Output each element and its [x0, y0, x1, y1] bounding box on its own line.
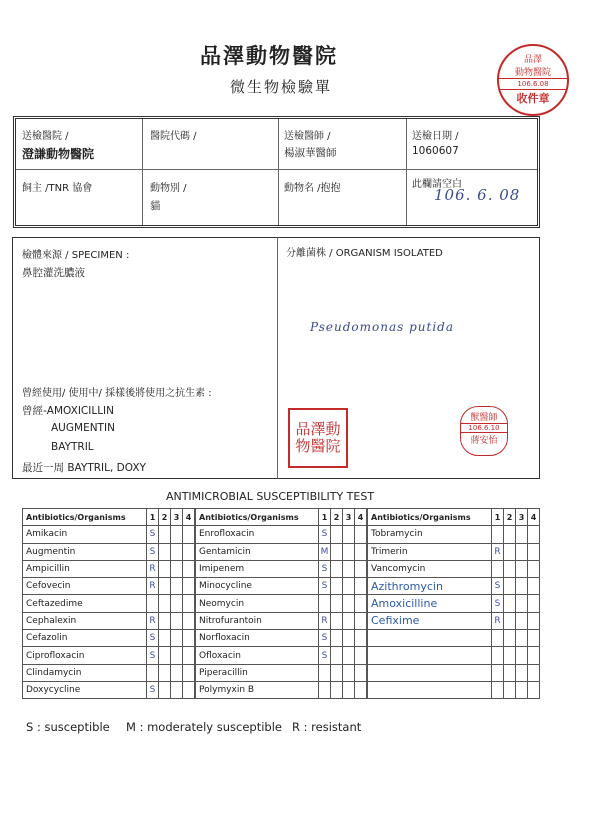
susceptibility-cell	[171, 647, 183, 664]
susceptibility-mark: M	[319, 543, 331, 560]
susceptibility-cell	[183, 647, 195, 664]
antibiotic-name: Augmentin	[23, 543, 147, 560]
leave-blank-label: 此欄請空白	[412, 179, 462, 190]
susceptibility-cell	[504, 526, 516, 543]
antibiotic-name: Cefazolin	[23, 630, 147, 647]
antibiotic-name: Clindamycin	[23, 664, 147, 681]
legend-susceptible: S : susceptible	[26, 720, 110, 734]
ast-row	[196, 647, 367, 664]
ast-row	[23, 578, 195, 595]
ast-row	[368, 630, 540, 647]
ast-row	[196, 595, 367, 612]
doctor-label: 送檢醫師 /	[284, 131, 331, 142]
ast-col-header: 3	[171, 509, 183, 526]
antibiotic-history-line: AUGMENTIN	[51, 422, 115, 434]
susceptibility-cell	[355, 526, 367, 543]
ast-col-header: 3	[516, 509, 528, 526]
antibiotic-name: Norfloxacin	[196, 630, 319, 647]
ast-row	[368, 543, 540, 560]
susceptibility-cell	[343, 526, 355, 543]
vet-stamp-name: 蔣安怡	[470, 436, 498, 446]
species-label: 動物別 /	[150, 183, 187, 194]
susceptibility-cell	[355, 681, 367, 698]
susceptibility-cell	[343, 647, 355, 664]
ast-row	[23, 595, 195, 612]
vet-stamp-title: 獸醫師	[461, 410, 507, 424]
susceptibility-mark	[147, 595, 159, 612]
susceptibility-cell	[528, 578, 540, 595]
form-title: 微生物檢驗單	[230, 78, 333, 96]
clinic-seal	[288, 408, 348, 468]
susceptibility-cell	[343, 543, 355, 560]
susceptibility-cell	[171, 560, 183, 577]
susceptibility-mark: S	[492, 595, 504, 612]
susceptibility-mark: S	[147, 526, 159, 543]
ast-header-label: Antibiotics/Organisms	[23, 509, 147, 526]
susceptibility-cell	[343, 630, 355, 647]
antibiotic-name: Amoxicilline	[368, 595, 492, 612]
susceptibility-mark: S	[319, 647, 331, 664]
susceptibility-cell	[516, 543, 528, 560]
hospital-code-label: 醫院代碼 /	[150, 131, 197, 142]
susceptibility-cell	[331, 647, 343, 664]
susceptibility-mark: S	[147, 681, 159, 698]
legend-moderately-susceptible: M : moderately susceptible	[126, 720, 282, 734]
antibiotic-name: Cefixime	[368, 612, 492, 629]
susceptibility-mark: R	[147, 560, 159, 577]
susceptibility-mark: R	[492, 612, 504, 629]
susceptibility-cell	[528, 630, 540, 647]
susceptibility-cell	[516, 560, 528, 577]
antibiotic-history-line: 曾經-AMOXICILLIN	[22, 405, 114, 417]
susceptibility-cell	[171, 578, 183, 595]
susceptibility-cell	[355, 578, 367, 595]
antibiotic-name: Nitrofurantoin	[196, 612, 319, 629]
ast-row	[196, 612, 367, 629]
susceptibility-mark	[492, 526, 504, 543]
susceptibility-mark	[319, 595, 331, 612]
susceptibility-cell	[528, 647, 540, 664]
received-stamp	[497, 44, 569, 116]
susceptibility-cell	[528, 612, 540, 629]
susceptibility-cell	[343, 578, 355, 595]
susceptibility-cell	[504, 664, 516, 681]
susceptibility-mark: S	[319, 578, 331, 595]
susceptibility-mark: R	[147, 612, 159, 629]
antibiotic-name: Neomycin	[196, 595, 319, 612]
ast-row	[23, 681, 195, 698]
susceptibility-cell	[355, 647, 367, 664]
ast-row	[23, 612, 195, 629]
specimen-value: 鼻腔灌洗膿液	[22, 267, 85, 279]
ast-table-3	[367, 508, 540, 699]
organism-value: Pseudomonas putida	[310, 320, 455, 334]
susceptibility-cell	[331, 595, 343, 612]
received-date-value: 106. 6. 08	[434, 186, 521, 204]
ast-col-header: 1	[492, 509, 504, 526]
susceptibility-cell	[159, 647, 171, 664]
ast-row	[23, 560, 195, 577]
species-value: 貓	[150, 200, 161, 212]
susceptibility-cell	[528, 543, 540, 560]
antibiotic-name: Ciprofloxacin	[23, 647, 147, 664]
ast-row	[368, 560, 540, 577]
susceptibility-cell	[355, 664, 367, 681]
susceptibility-cell	[159, 543, 171, 560]
susceptibility-cell	[504, 612, 516, 629]
ast-table-1	[22, 508, 195, 699]
susceptibility-mark: R	[319, 612, 331, 629]
susceptibility-cell	[171, 630, 183, 647]
ast-col-header: 2	[331, 509, 343, 526]
susceptibility-mark: S	[147, 543, 159, 560]
susceptibility-mark: S	[319, 560, 331, 577]
susceptibility-mark	[319, 664, 331, 681]
susceptibility-cell	[504, 681, 516, 698]
susceptibility-mark	[492, 647, 504, 664]
submit-date-value: 1060607	[412, 145, 459, 157]
susceptibility-mark	[319, 681, 331, 698]
susceptibility-cell	[355, 630, 367, 647]
susceptibility-mark	[492, 664, 504, 681]
doctor-value: 楊淑華醫師	[284, 147, 337, 159]
susceptibility-cell	[331, 526, 343, 543]
susceptibility-cell	[516, 681, 528, 698]
antibiotic-name: Cefovecin	[23, 578, 147, 595]
susceptibility-cell	[159, 664, 171, 681]
susceptibility-cell	[528, 560, 540, 577]
susceptibility-cell	[183, 526, 195, 543]
antibiotic-name: Piperacillin	[196, 664, 319, 681]
specimen-divider	[277, 237, 278, 479]
susceptibility-cell	[504, 630, 516, 647]
antibiotic-history-line: BAYTRIL	[51, 441, 94, 453]
ast-col-header: 4	[183, 509, 195, 526]
ast-col-header: 1	[319, 509, 331, 526]
antibiotic-name: Polymyxin B	[196, 681, 319, 698]
ast-row	[23, 526, 195, 543]
susceptibility-cell	[171, 543, 183, 560]
susceptibility-cell	[343, 664, 355, 681]
susceptibility-cell	[504, 543, 516, 560]
ast-col-header: 2	[159, 509, 171, 526]
susceptibility-cell	[343, 560, 355, 577]
ast-col-header: 4	[528, 509, 540, 526]
antibiotic-history-label: 曾經使用/ 使用中/ 採樣後將使用之抗生素 :	[22, 388, 212, 399]
hospital-label: 送檢醫院 /	[22, 131, 69, 142]
antibiotic-name: Ofloxacin	[196, 647, 319, 664]
vet-stamp	[460, 406, 508, 456]
susceptibility-cell	[504, 595, 516, 612]
susceptibility-cell	[355, 560, 367, 577]
ast-row	[23, 543, 195, 560]
antibiotic-history-line: 最近一周 BAYTRIL, DOXY	[22, 462, 146, 474]
susceptibility-cell	[159, 612, 171, 629]
susceptibility-cell	[343, 612, 355, 629]
received-stamp-top: 品澤	[523, 55, 542, 65]
susceptibility-cell	[528, 526, 540, 543]
susceptibility-mark: R	[492, 543, 504, 560]
susceptibility-cell	[343, 681, 355, 698]
antibiotic-name: Cephalexin	[23, 612, 147, 629]
ast-col-header: 3	[343, 509, 355, 526]
ast-col-header: 2	[504, 509, 516, 526]
ast-row	[368, 578, 540, 595]
ast-row	[196, 681, 367, 698]
antibiotic-name: Gentamicin	[196, 543, 319, 560]
antibiotic-name: Ampicillin	[23, 560, 147, 577]
susceptibility-cell	[516, 595, 528, 612]
antibiotic-name: Vancomycin	[368, 560, 492, 577]
susceptibility-cell	[355, 595, 367, 612]
susceptibility-cell	[516, 647, 528, 664]
susceptibility-mark	[147, 664, 159, 681]
antibiotic-name	[368, 647, 492, 664]
ast-row	[368, 595, 540, 612]
susceptibility-mark	[492, 630, 504, 647]
susceptibility-cell	[171, 526, 183, 543]
antibiotic-name: Enrofloxacin	[196, 526, 319, 543]
susceptibility-mark: S	[147, 630, 159, 647]
antibiotic-name: Tobramycin	[368, 526, 492, 543]
susceptibility-mark	[492, 560, 504, 577]
ast-col-header: 4	[355, 509, 367, 526]
ast-col-header: 1	[147, 509, 159, 526]
susceptibility-cell	[516, 578, 528, 595]
ast-row	[368, 664, 540, 681]
susceptibility-cell	[159, 526, 171, 543]
susceptibility-cell	[355, 543, 367, 560]
susceptibility-cell	[183, 664, 195, 681]
susceptibility-cell	[183, 612, 195, 629]
ast-row	[196, 526, 367, 543]
animal-name-label: 動物名 /抱抱	[284, 183, 341, 194]
susceptibility-cell	[331, 560, 343, 577]
ast-row	[196, 630, 367, 647]
susceptibility-cell	[159, 578, 171, 595]
antibiotic-name: Doxycycline	[23, 681, 147, 698]
susceptibility-cell	[331, 681, 343, 698]
susceptibility-cell	[183, 578, 195, 595]
antibiotic-name: Imipenem	[196, 560, 319, 577]
ast-row	[23, 647, 195, 664]
ast-row	[368, 612, 540, 629]
susceptibility-cell	[504, 647, 516, 664]
vet-stamp-date: 106.6.10	[461, 424, 507, 433]
susceptibility-cell	[183, 543, 195, 560]
susceptibility-cell	[183, 681, 195, 698]
ast-row	[196, 543, 367, 560]
ast-row	[368, 526, 540, 543]
susceptibility-cell	[159, 630, 171, 647]
susceptibility-cell	[159, 560, 171, 577]
antibiotic-name: Azithromycin	[368, 578, 492, 595]
ast-row	[196, 560, 367, 577]
ast-row	[368, 681, 540, 698]
antibiotic-name: Amikacin	[23, 526, 147, 543]
susceptibility-mark: S	[492, 578, 504, 595]
clinic-seal-text: 品澤動物醫院	[295, 420, 341, 455]
susceptibility-cell	[331, 664, 343, 681]
specimen-label: 檢體來源 / SPECIMEN :	[22, 250, 130, 261]
susceptibility-cell	[516, 612, 528, 629]
susceptibility-cell	[528, 681, 540, 698]
susceptibility-cell	[504, 578, 516, 595]
owner-label: 飼主 /TNR 協會	[22, 183, 93, 194]
ast-table-2	[195, 508, 367, 699]
antibiotic-name	[368, 664, 492, 681]
susceptibility-cell	[183, 630, 195, 647]
susceptibility-cell	[331, 578, 343, 595]
susceptibility-cell	[331, 630, 343, 647]
ast-row	[23, 664, 195, 681]
susceptibility-cell	[183, 595, 195, 612]
susceptibility-cell	[331, 543, 343, 560]
susceptibility-cell	[183, 560, 195, 577]
susceptibility-mark: S	[147, 647, 159, 664]
susceptibility-mark	[492, 681, 504, 698]
received-stamp-date: 106.6.08	[499, 79, 567, 90]
organism-label: 分離菌株 / ORGANISM ISOLATED	[286, 248, 443, 259]
ast-row	[23, 630, 195, 647]
ast-row	[196, 578, 367, 595]
susceptibility-cell	[528, 664, 540, 681]
susceptibility-cell	[355, 612, 367, 629]
ast-title: ANTIMICROBIAL SUSCEPTIBILITY TEST	[165, 490, 375, 503]
ast-row	[196, 664, 367, 681]
susceptibility-cell	[171, 681, 183, 698]
ast-header-label: Antibiotics/Organisms	[368, 509, 492, 526]
antibiotic-name: Minocycline	[196, 578, 319, 595]
submit-date-label: 送檢日期 /	[412, 131, 459, 142]
clinic-name: 品澤動物醫院	[200, 44, 338, 68]
received-stamp-middle: 動物醫院	[499, 65, 567, 79]
antibiotic-name	[368, 681, 492, 698]
antibiotic-name: Ceftazedime	[23, 595, 147, 612]
susceptibility-mark: S	[319, 526, 331, 543]
susceptibility-cell	[159, 681, 171, 698]
susceptibility-cell	[528, 595, 540, 612]
susceptibility-cell	[343, 595, 355, 612]
ast-row	[368, 647, 540, 664]
received-stamp-bottom: 收件章	[516, 92, 550, 105]
legend-resistant: R : resistant	[292, 720, 362, 734]
susceptibility-cell	[171, 612, 183, 629]
susceptibility-cell	[331, 612, 343, 629]
susceptibility-cell	[171, 664, 183, 681]
susceptibility-cell	[516, 526, 528, 543]
susceptibility-cell	[159, 595, 171, 612]
antibiotic-name	[368, 630, 492, 647]
ast-header-label: Antibiotics/Organisms	[196, 509, 319, 526]
susceptibility-cell	[504, 560, 516, 577]
susceptibility-cell	[516, 664, 528, 681]
hospital-value: 澄謙動物醫院	[22, 147, 95, 161]
susceptibility-mark: S	[319, 630, 331, 647]
susceptibility-cell	[516, 630, 528, 647]
susceptibility-mark: R	[147, 578, 159, 595]
susceptibility-cell	[171, 595, 183, 612]
antibiotic-name: Trimerin	[368, 543, 492, 560]
